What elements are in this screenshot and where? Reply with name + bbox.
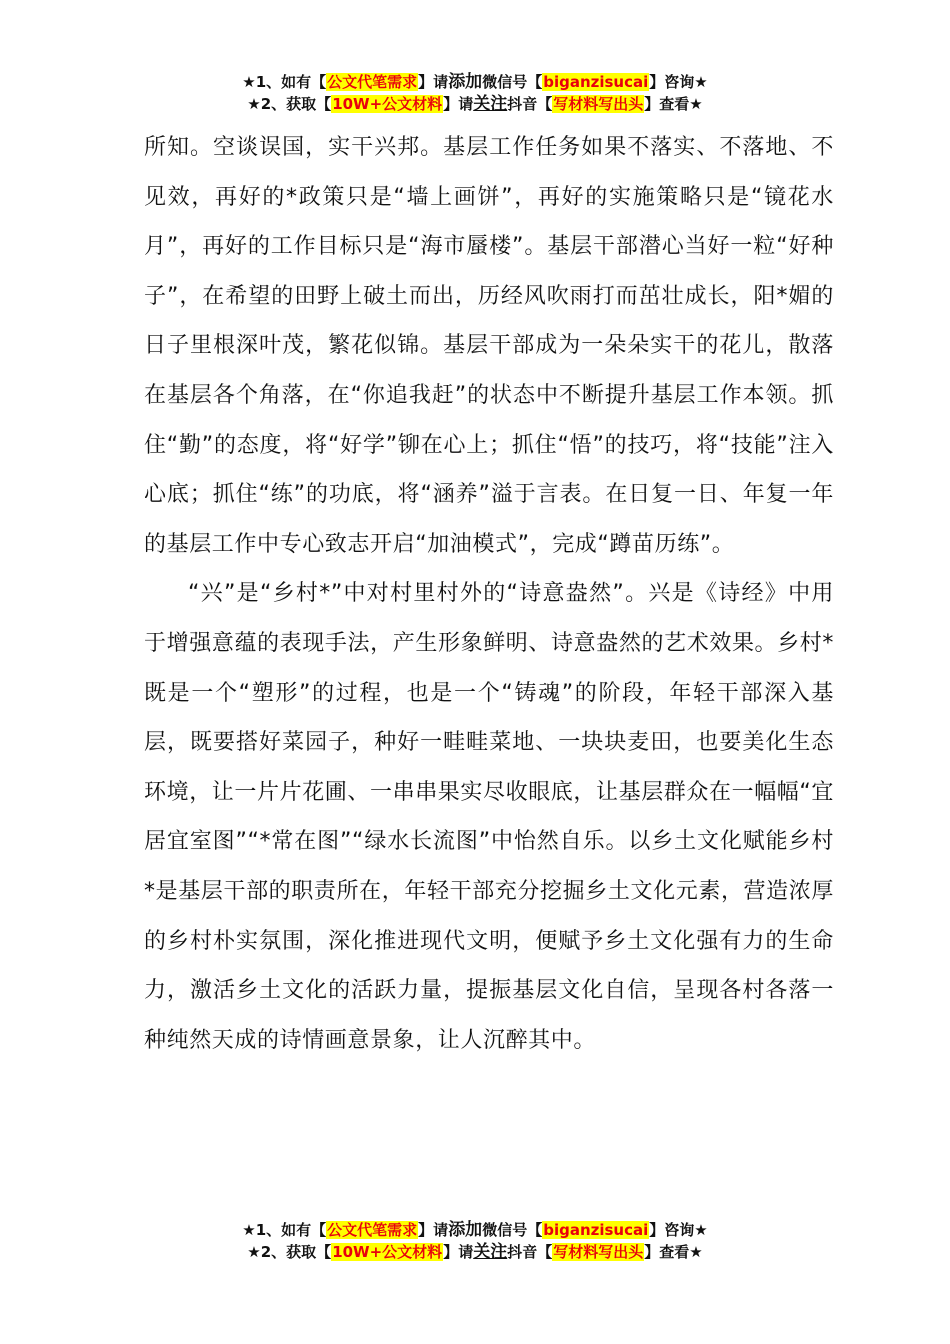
banner-text: 】查看★ [644, 1243, 703, 1261]
banner-text: 微信号【 [482, 73, 543, 91]
banner-emphasis: 关注 [473, 94, 508, 114]
banner-text: ★1、如有【 [242, 1221, 327, 1239]
highlight-materials: 10W+公文材料 [332, 95, 443, 113]
banner-text: ★2、获取【 [247, 1243, 332, 1261]
highlight-wechat-id: biganzisucai [543, 1221, 649, 1239]
body-paragraph-2: “兴”是“乡村*”中对村里村外的“诗意盎然”。兴是《诗经》中用于增强意蕴的表现手法，产生形象鲜明、诗意盎然的艺术效果。乡村*既是一个“塑形”的过程，也是一个“铸魂”的阶段，年轻干部深入基层，既要搭好菜园子，种好一畦畦菜地、一块块麦田，也要美化生态环境，让一片片花圃、一串串果实尽收眼底，让基层群众在一幅幅“宜居宜室图”“*常在图”“绿水长流图”中怡然自乐。以乡土文化赋能乡村*是基层干部的职责所在，年轻干部充分挖掘乡土文化元素，营造浓厚的乡村朴实氛围，深化推进现代文明，便赋予乡土文化强有力的生命力，激活乡土文化的活跃力量，提振基层文化自信，呈现各村各落一种纯然天成的诗情画意景象，让人沉醉其中。 [144, 581, 834, 1053]
banner-text: 】请 [443, 95, 474, 113]
banner-text: 】咨询★ [649, 1221, 708, 1239]
footer-banner-line-2 [0, 1241, 950, 1263]
banner-text: 抖音【 [507, 1243, 553, 1261]
document-body [144, 123, 834, 1065]
banner-text: 】咨询★ [649, 73, 708, 91]
banner-text: ★2、获取【 [247, 95, 332, 113]
banner-text: ★1、如有【 [242, 73, 327, 91]
header-banner-line-2 [0, 93, 950, 115]
banner-text: 微信号【 [482, 1221, 543, 1239]
banner-text: 】查看★ [644, 95, 703, 113]
footer-banner [0, 1219, 950, 1263]
banner-emphasis: 添加 [448, 1220, 483, 1240]
highlight-ghostwriting: 公文代笔需求 [327, 1221, 418, 1239]
banner-emphasis: 关注 [473, 1242, 508, 1262]
banner-emphasis: 添加 [448, 72, 483, 92]
banner-text: 】请 [418, 1221, 449, 1239]
banner-text: 抖音【 [507, 95, 553, 113]
header-banner-line-1 [0, 71, 950, 93]
banner-text: 】请 [443, 1243, 474, 1261]
banner-text: 】请 [418, 73, 449, 91]
footer-banner-line-1 [0, 1219, 950, 1241]
header-banner [0, 71, 950, 115]
highlight-douyin-account: 写材料写出头 [553, 95, 644, 113]
body-paragraph-1: 所知。空谈误国，实干兴邦。基层工作任务如果不落实、不落地、不见效，再好的*政策只是“墙上画饼”，再好的实施策略只是“镜花水月”，再好的工作目标只是“海市蜃楼”。基层干部潜心当好一粒“好种子”，在希望的田野上破土而出，历经风吹雨打而茁壮成长，阳*媚的日子里根深叶茂，繁花似锦。基层干部成为一朵朵实干的花儿，散落在基层各个角落，在“你追我赶”的状态中不断提升基层工作本领。抓住“勤”的态度，将“好学”铆在心上；抓住“悟”的技巧，将“技能”注入心底；抓住“练”的功底，将“涵养”溢于言表。在日复一日、年复一年的基层工作中专心致志开启“加油模式”，完成“蹲苗历练”。 [144, 135, 834, 557]
highlight-douyin-account: 写材料写出头 [553, 1243, 644, 1261]
highlight-materials: 10W+公文材料 [332, 1243, 443, 1261]
highlight-wechat-id: biganzisucai [543, 73, 649, 91]
highlight-ghostwriting: 公文代笔需求 [327, 73, 418, 91]
